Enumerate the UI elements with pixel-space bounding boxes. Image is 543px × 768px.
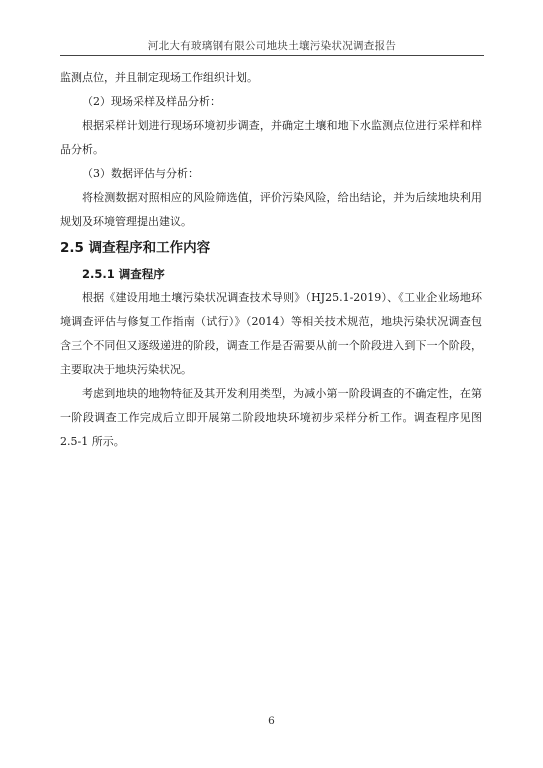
page-body [60,66,482,454]
paragraph-evaluation-body: 将检测数据对照相应的风险筛选值，评价污染风险，给出结论，并为后续地块利用规划及环境管理提出建议。 [60,191,482,228]
paragraph-sampling-title: （2）现场采样及样品分析： [82,95,221,108]
page-number: 6 [268,715,275,727]
paragraph-monitoring-points: 监测点位，并且制定现场工作组织计划。 [60,71,258,84]
header-divider [60,55,484,56]
paragraph-sampling-body: 根据采样计划进行现场环境初步调查，并确定土壤和地下水监测点位进行采样和样品分析。 [60,119,482,156]
page-header: 河北大有玻璃钢有限公司地块土壤污染状况调查报告 [147,40,397,52]
paragraph-evaluation-title: （3）数据评估与分析： [82,167,199,180]
paragraph-procedure-stages: 考虑到地块的地物特征及其开发利用类型，为减小第一阶段调查的不确定性，在第一阶段调查工作完成后立即开展第二阶段地块环境初步采样分析工作。调查程序见图 2.5-1 所示。 [60,387,482,448]
section-heading: 2.5 调查程序和工作内容 [60,240,211,256]
subsection-heading: 2.5.1 调查程序 [82,267,165,281]
paragraph-procedure-basis: 根据《建设用地土壤污染状况调查技术导则》（HJ25.1-2019）、《工业企业场地环境调查评估与修复工作指南（试行）》（2014）等相关技术规范，地块污染状况调查包含三个不同但又逐级递进的阶段，调查工作是否需要从前一个阶段进入到下一个阶段，主要取决于地块污染状况。 [60,291,482,376]
